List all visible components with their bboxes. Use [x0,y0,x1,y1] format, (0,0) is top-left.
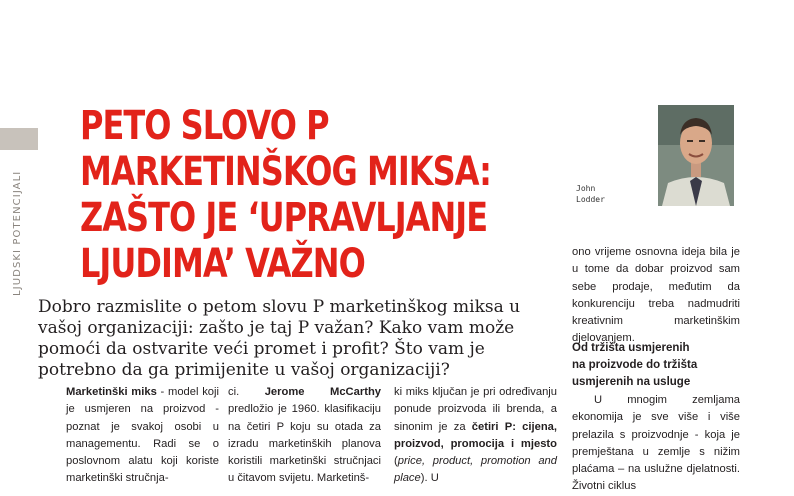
caption-first-name: John [576,184,596,193]
term-bold: četiri P: cijena, proizvod, promocija i mjesto [394,420,557,450]
body-text: ( [394,455,398,468]
body-column-4: ono vrijeme osnovna ideja bila je u tome da dobar proizvod sam sebe prodaje, međutim da konkurenciju treba nadmudriti kreativnim marketinškim djelovanjem. [572,246,740,345]
body-column-1 [66,384,219,488]
body-text: - model koji je usmjeren na proizvod - poznat je svakoj osobi u managementu. Radi se o poslovnom alatu koji koriste marketinški stručnja- [66,386,219,485]
section-label: LJUDSKI POTENCIJALI [12,170,23,296]
body-text: ). U [420,472,439,485]
subheading-line: na proizvode do tržišta [572,359,698,371]
body-text: ki miks ključan je pri određivanju ponude proizvoda ili brenda, a sinonim je za [394,386,557,433]
body-column-3 [394,384,557,488]
body-text: ci. [228,386,265,398]
term-bold: Marketinški miks [66,386,157,398]
body-text: predložio je 1960. klasifikaciju na četiri P koju su otada za izradu marketinških planova koristili marketinški stručnjaci u čitavom svijetu. Marketinš- [228,403,381,485]
caption-last-name: Lodder [576,195,605,204]
section-subheading [572,340,742,391]
body-column-5: U mnogim zemljama ekonomija je sve više i više prelazila s proizvodnje - koja je premještana u zemlje s nižim plaćama – na uslužne djelatnosti. Životni ciklus [572,394,740,493]
title-line: LJUDIMA’ VAŽNO [80,241,365,287]
lead-paragraph: Dobro razmislite o petom slovu P marketinškog miksa u vašoj organizaciji: zašto je taj P važan? Kako vam može pomoći da ostvarite veći promet i profit? Što vam je potrebno da ga primijenite u vašoj organizaciji? [38,297,521,380]
author-portrait-illustration [658,105,734,206]
subheading-line: Od tržišta usmjerenih [572,342,690,354]
article-title [80,103,491,287]
author-photo [658,105,734,206]
title-line: PETO SLOVO P [80,103,329,149]
section-tab-marker [0,128,38,150]
title-line: ZAŠTO JE ‘UPRAVLJANJE [80,195,488,241]
title-line: MARKETINŠKOG MIKSA: [80,149,491,195]
body-column-2 [228,384,381,488]
subheading-line: usmjerenih na usluge [572,376,691,388]
name-bold: Jerome McCarthy [264,386,381,398]
photo-caption [576,183,605,205]
term-italic: price, product, promotion and place [394,455,557,485]
